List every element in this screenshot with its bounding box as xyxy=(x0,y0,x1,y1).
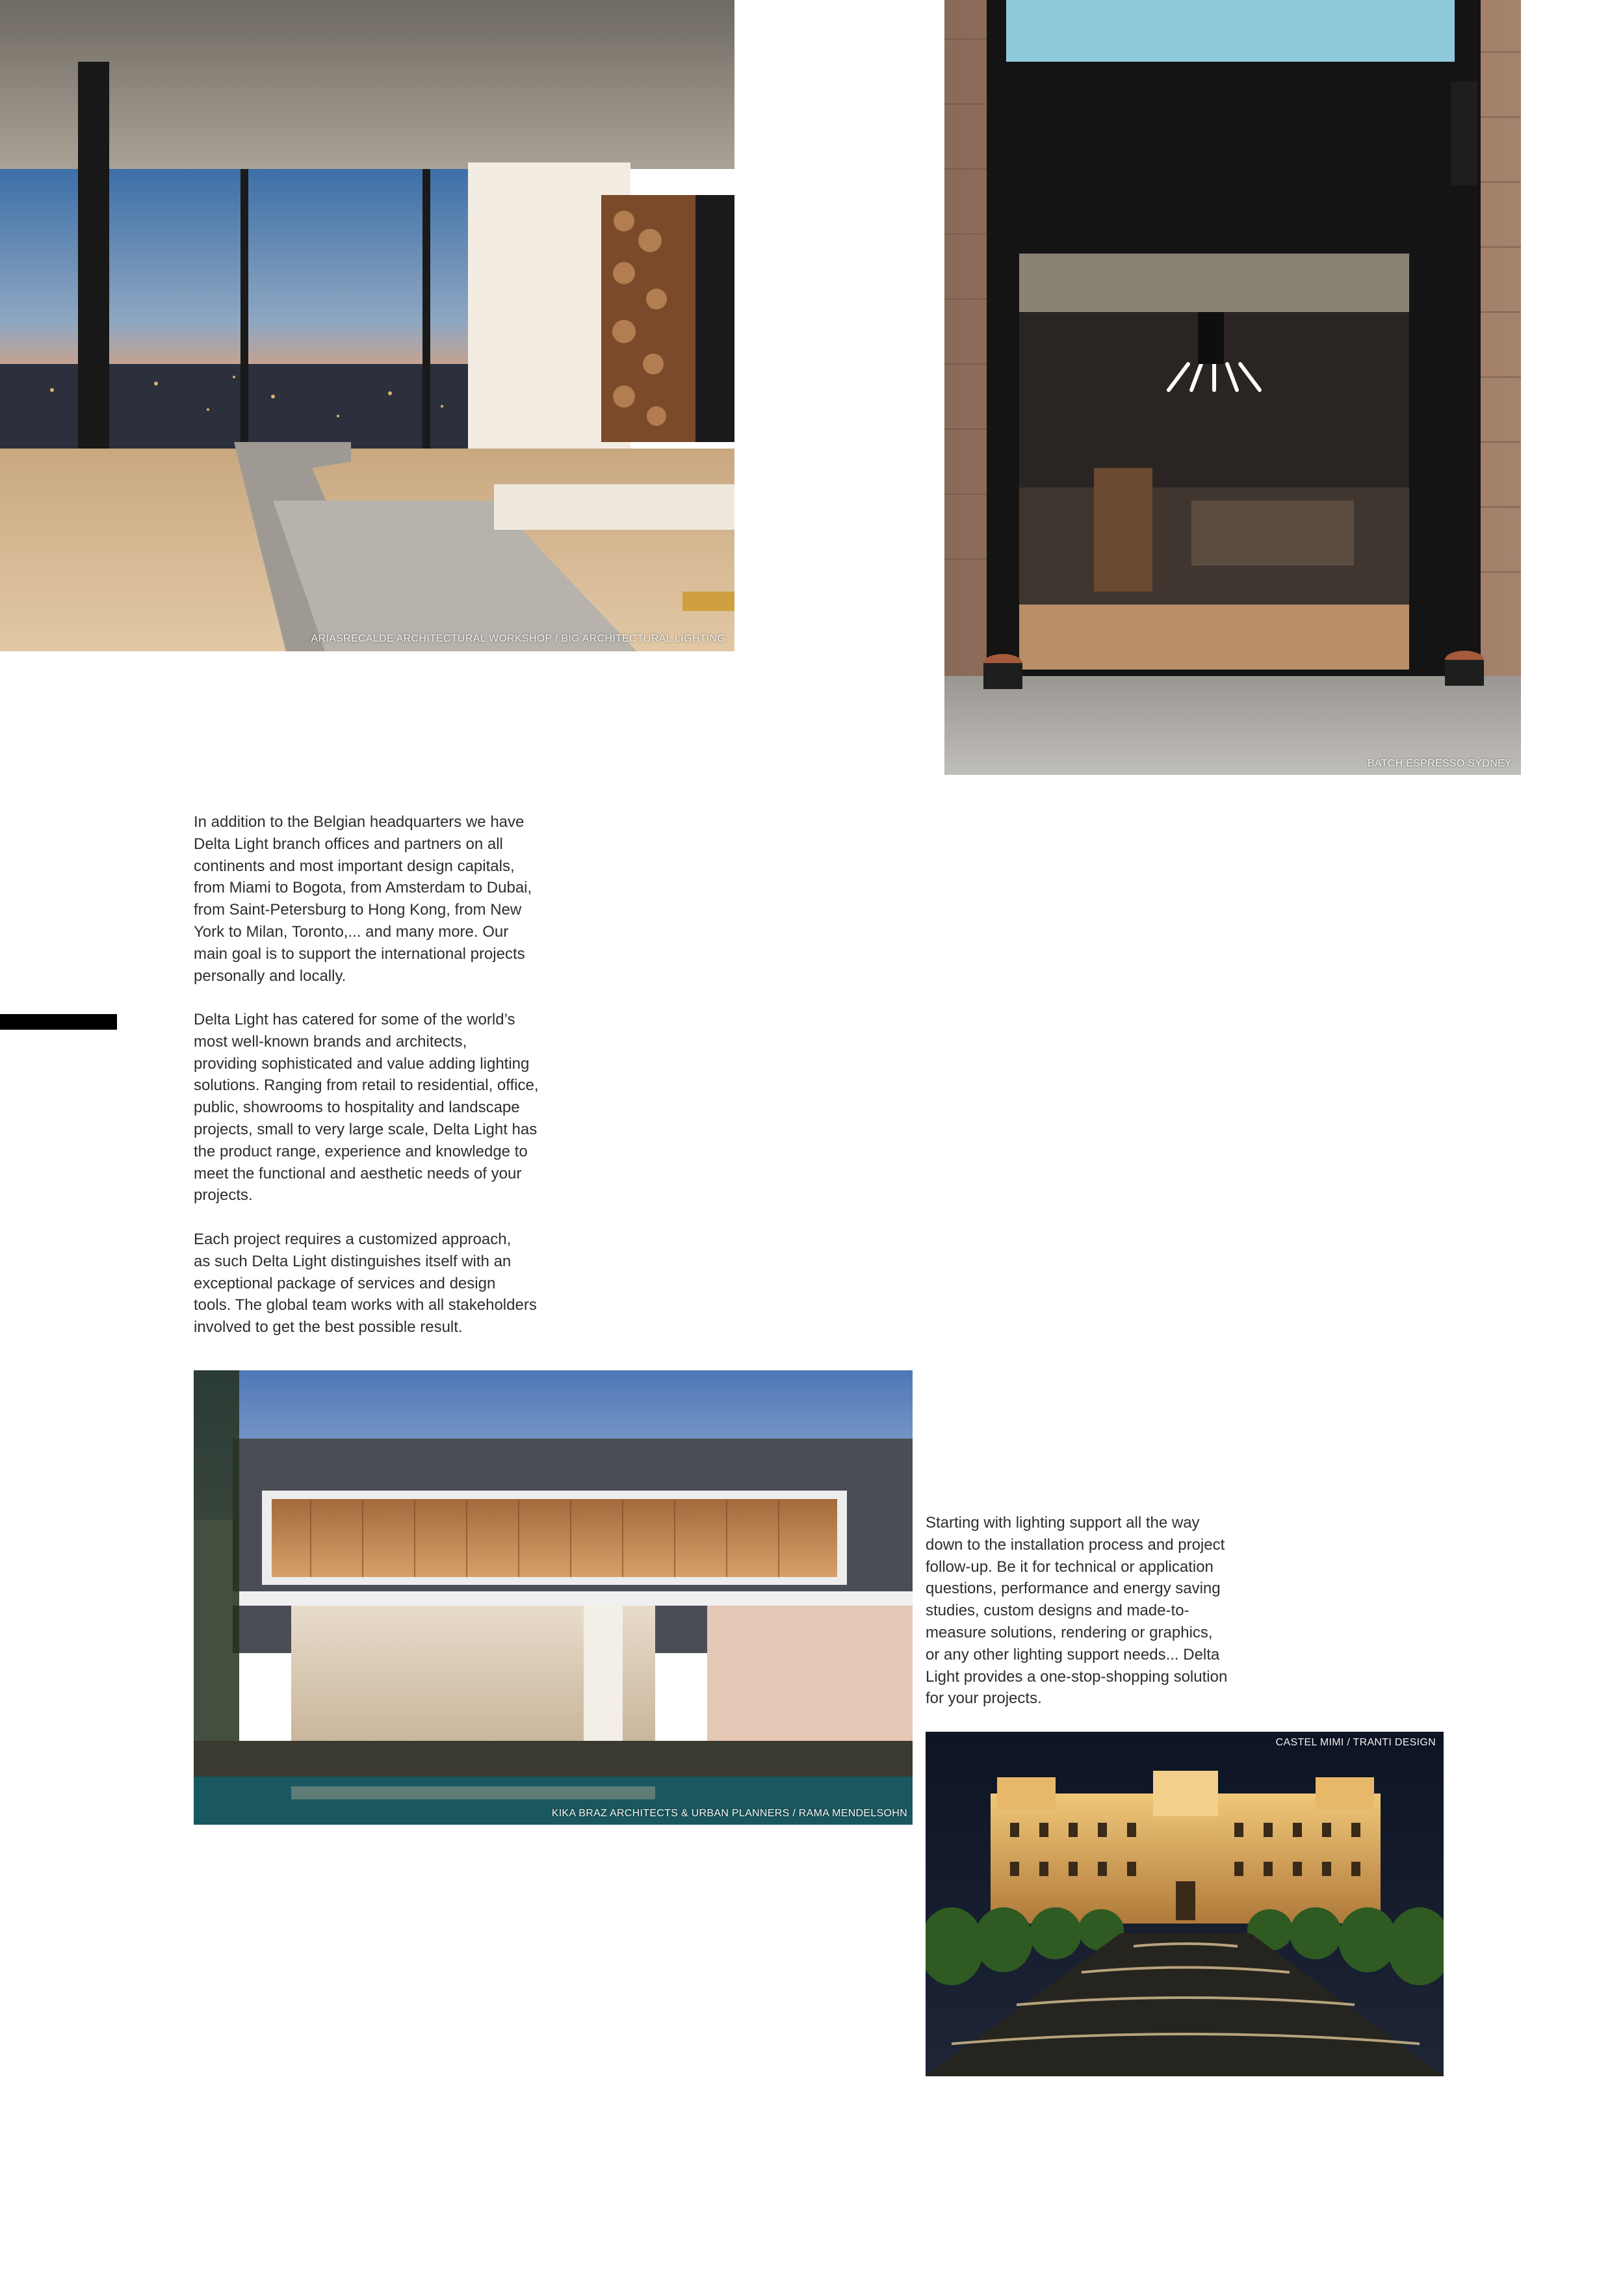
interior-photo-credit: ARIASRECALDE ARCHITECTURAL WORKSHOP / BIG ARCHITECTURAL LIGHTING xyxy=(311,633,725,644)
espresso-photo xyxy=(944,0,1521,775)
house-photo-credit: KIKA BRAZ ARCHITECTS & URBAN PLANNERS / RAMA MENDELSOHN xyxy=(551,1808,907,1819)
castle-photo-credit: CASTEL MIMI / TRANTI DESIGN xyxy=(1275,1737,1436,1748)
paragraph-offices: In addition to the Belgian headquarters we have Delta Light branch offices and partners on all continents and most important design capitals, from Miami to Bogota, from Amsterdam to Dubai, from Saint-Petersburg to Hong Kong, from New York to Milan, Toronto,... and many more. Our main goal is to support the international projects personally and locally. xyxy=(194,813,532,985)
house-photo xyxy=(194,1370,913,1825)
interior-illustration xyxy=(0,0,734,651)
espresso-illustration xyxy=(944,0,1521,775)
castle-photo xyxy=(926,1732,1444,2076)
castle-illustration xyxy=(926,1732,1444,2076)
paragraph-approach: Each project requires a customized approach, as such Delta Light distinguishes itself with an exceptional package of services and design tools. The global team works with all stakeholders involved to get the best possible result. xyxy=(194,1231,537,1337)
section-marker-bar xyxy=(0,1014,117,1030)
espresso-photo-credit: BATCH ESPRESSO SYDNEY xyxy=(1367,758,1512,769)
house-illustration xyxy=(194,1370,913,1825)
paragraph-brands: Delta Light has catered for some of the world’s most well-known brands and architects, providing sophisticated and value adding lighting solutions. Ranging from retail to residential, office, public, showrooms to hospitality and landscape projects, small to very large scale, Delta Light has the product range, experience and knowledge to meet the functional and aesthetic needs of your projects. xyxy=(194,1011,539,1205)
interior-photo xyxy=(0,0,734,651)
paragraph-support: Starting with lighting support all the way down to the installation process and project follow-up. Be it for technical or application questions, performance and energy saving studies, custom designs and made-to- measure solutions, rendering or graphics, or any other lighting support needs... Delta Light provides a one-stop-shopping solution for your projects. xyxy=(926,1514,1228,1708)
